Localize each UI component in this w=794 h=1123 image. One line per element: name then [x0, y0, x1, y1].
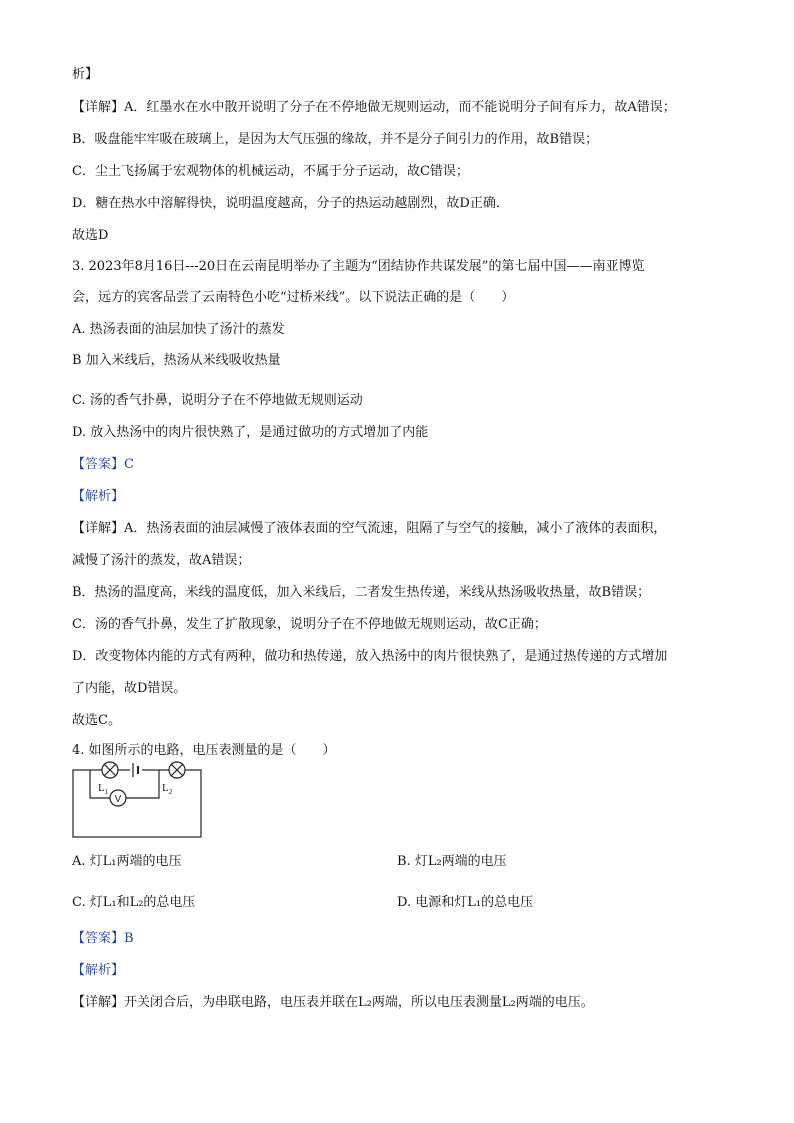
q3-option-a: A. 热汤表面的油层加快了汤汁的蒸发 — [72, 322, 285, 337]
question-3-line2: 会，远方的宾客品尝了云南特色小吃“过桥米线”。以下说法正确的是（ ） — [72, 290, 515, 305]
question-3-line1: 3. 2023年8月16日---20日在云南昆明举办了主题为“团结协作共谋发展”的第七届中国——南亚博览 — [72, 259, 645, 274]
q3-option-c: C. 汤的香气扑鼻，说明分子在不停地做无规则运动 — [72, 393, 363, 408]
lamp-l2-label: $L_2$ — [162, 782, 173, 796]
q3-option-d: D. 放入热汤中的肉片很快熟了，是通过做功的方式增加了内能 — [72, 425, 429, 440]
answer-4: 【答案】B — [72, 931, 134, 946]
q3-option-b: B 加入米线后，热汤从米线吸收热量 — [72, 353, 281, 368]
select-d: 故选D — [72, 228, 109, 243]
analysis-3-label: 【解析】 — [72, 489, 125, 504]
detail-a: 【详解】A．红墨水在水中散开说明了分子在不停地做无规则运动，而不能说明分子间有斥力，故A错误； — [72, 100, 676, 115]
lamp-l1-icon — [102, 762, 118, 778]
answer-3: 【答案】C — [72, 457, 134, 472]
voltmeter-icon — [110, 790, 126, 806]
detail-3-c: C．汤的香气扑鼻，发生了扩散现象，说明分子在不停地做无规则运动，故C正确； — [72, 617, 547, 632]
text-fragment: 析】 — [72, 67, 99, 82]
analysis-4-label: 【解析】 — [72, 963, 125, 978]
q4-option-d: D. 电源和灯L₁的总电压 — [397, 895, 534, 910]
detail-b: B．吸盘能牢牢吸在玻璃上，是因为大气压强的缘故，并不是分子间引力的作用，故B错误； — [72, 132, 599, 147]
lamp-l1-label: $L_1$ — [98, 782, 109, 796]
detail-3-d2: 了内能，故D错误。 — [72, 681, 187, 696]
detail-c: C．尘土飞扬属于宏观物体的机械运动，不属于分子运动，故C错误； — [72, 164, 469, 179]
q4-option-b: B. 灯L₂两端的电压 — [397, 854, 507, 869]
detail-3-d1: D．改变物体内能的方式有两种，做功和热传递，放入热汤中的肉片很快熟了，是通过热传递的方式增加 — [72, 649, 668, 664]
lamp-l2-icon — [169, 762, 185, 778]
voltmeter-label: V — [114, 794, 122, 805]
detail-d: D．糖在热水中溶解得快，说明温度越高，分子的热运动越剧烈，故D正确． — [72, 196, 509, 211]
select-3: 故选C。 — [72, 713, 121, 728]
detail-3-a2: 减慢了汤汁的蒸发，故A错误； — [72, 553, 251, 568]
circuit-wire-frame — [73, 770, 201, 837]
detail-3-b: B．热汤的温度高，米线的温度低，加入米线后，二者发生热传递，米线从热汤吸收热量，故B错误； — [72, 585, 651, 600]
battery-icon — [130, 762, 142, 778]
detail-4: 【详解】开关闭合后，为串联电路，电压表并联在L₂两端，所以电压表测量L₂两端的电压。 — [72, 995, 594, 1010]
q4-option-a: A. 灯L₁两端的电压 — [72, 854, 182, 869]
question-4: 4. 如图所示的电路，电压表测量的是（ ） — [72, 743, 336, 758]
circuit-diagram — [70, 760, 210, 842]
detail-3-a1: 【详解】A．热汤表面的油层减慢了液体表面的空气流速，阻隔了与空气的接触，减小了液体的表面积， — [72, 521, 667, 536]
q4-option-c: C. 灯L₁和L₂的总电压 — [72, 895, 196, 910]
